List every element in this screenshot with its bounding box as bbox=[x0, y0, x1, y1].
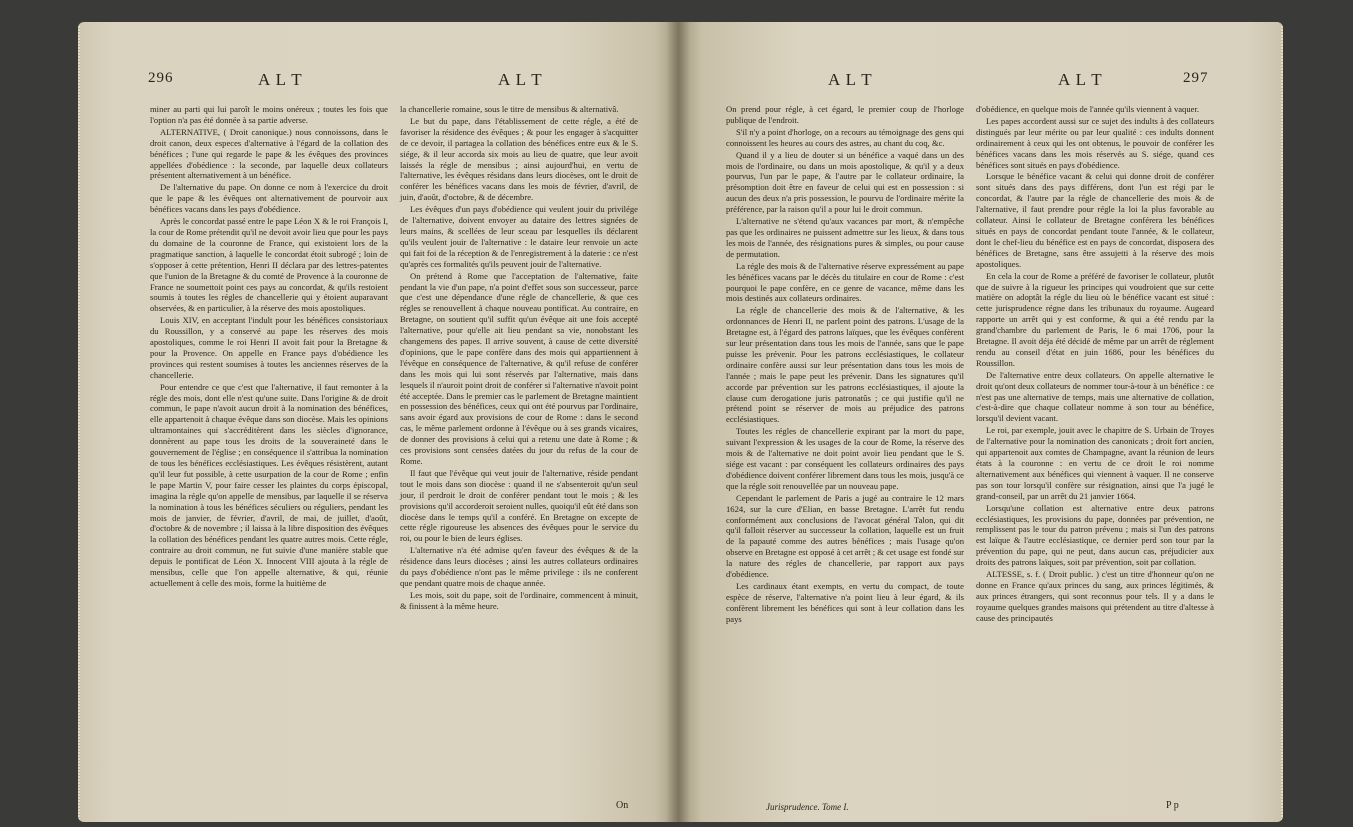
book-spread bbox=[78, 22, 1283, 822]
paragraph: On prétend à Rome que l'acceptation de l'alternative, faite pendant la vie d'un pape, n'a point d'effet sous son successeur, parce que c'est une dépendance d'une régle de chancellerie, & que ces régles se renouvellent à chaque nouveau pontificat. Au contraire, en Bretagne, on soutient qu'il suffit qu'un évêque ait une fois accepté l'alternative, pour qu'elle ait lieu pendant sa vie, nonobstant les changemens des papes. Il arrive souvent, à cause de cette diversité d'opinions, que le pape confère dans des mois qui appartiennent à l'évêque en conséquence de l'alternative, & qu'il refuse de conférer dans les mois qui lui sont réservés par l'alternative, mais dans lesquels il n'auroit point droit de conférer si l'alternative n'avoit point été acceptée. Dans le premier cas le parlement de Bretagne maintient en possession des bénéfices, ceux qui ont été pourvus par l'ordinaire, sans avoir égard aux provisions de cour de Rome : dans le second cas, le même parlement ordonne à l'évêque ou à ses grands vicaires, de donner des provisions à celui qui a retenu une date à Rome ; & ces provisions sont censées datées du jour du refus de la cour de Rome. bbox=[400, 270, 638, 466]
running-head-left: A L T bbox=[828, 70, 873, 89]
paragraph: S'il n'y a point d'horloge, on a recours au témoignage des gens qui connoissent les heures au cours des astres, au chant du coq, &c. bbox=[726, 126, 964, 148]
left-page-column-1 bbox=[150, 104, 388, 590]
signature-mark: P p bbox=[1166, 800, 1179, 811]
paragraph: Cependant le parlement de Paris a jugé au contraire le 12 mars 1624, sur la cure d'Elian, en basse Bretagne. L'arrêt fut rendu conformément aux conclusions de l'avocat général Talon, qui dit qu'il falloit réserver au successeur la collation, laquelle est un fruit de la papauté comme des autres bénéfices ; mais l'usage qu'on observe en Bretagne est opposé à cet arrêt ; & cet usage est fondé sur la nature des régles de chancellerie, par rapport aux pays d'obédience. bbox=[726, 492, 964, 580]
paragraph: Après le concordat passé entre le pape Léon X & le roi François I, la cour de Rome prétendit qu'il ne devoit avoir lieu que pour les pays du domaine de la couronne de France, qui existoient lors de la pragmatique sanction, à laquelle le concordat étoit subrogé ; loin de s'opposer à cette prétention, Henri II déclara par des lettres-patentes que l'union de la Bretagne & du comté de Provence à la couronne de France ne soumettoit point ces pays au concordat, & qu'ils restoient soumis à toutes les régles de chancellerie qui y étoient auparavant observées, & en particulier, à la réserve des mois apostoliques. bbox=[150, 216, 388, 314]
paragraph: miner au parti qui lui paroît le moins onéreux ; toutes les fois que l'option n'a pas été donnée à sa partie adverse. bbox=[150, 104, 388, 125]
paragraph: L'alternative ne s'étend qu'aux vacances par mort, & n'empêche pas que les ordinaires ne puissent admettre sur les lieux, & dans tous les mois de l'année, des résignations pures & simples, ou pour cause de permutation. bbox=[726, 216, 964, 259]
right-page-column-1 bbox=[726, 104, 964, 626]
paragraph: ALTERNATIVE, ( Droit canonique.) nous connoissons, dans le droit canon, deux especes d'alternative à l'égard de la collation des bénéfices ; l'une qui regarde le pape & les évêques des provinces appellées d'obédience : la seconde, par laquelle deux collateurs présentent alternativement à un bénéfice. bbox=[150, 126, 388, 181]
paragraph: L'alternative n'a été admise qu'en faveur des évêques & de la résidence dans leurs diocèses ; ainsi les autres collateurs ordinaires du pays d'obédience n'ont pas le même privilege : ils ne conferent que pendant quatre mois de chaque année. bbox=[400, 545, 638, 588]
left-page bbox=[78, 22, 678, 822]
right-page bbox=[678, 22, 1283, 822]
paragraph: Le roi, par exemple, jouit avec le chapitre de S. Urbain de Troyes de l'alternative pour la nomination des canonicats ; droit fort ancien, qui appartenoit aux comtes de Champagne, avant la réunion de leurs états à la couronne : en vertu de ce droit le roi nomme alternativement aux bénéfices qui viennent à vaquer. Il ne conserve pas son tour lorsqu'il confère sur résignation, ainsi que l'a jugé le grand-conseil, par un arrêt du 21 janvier 1664. bbox=[976, 425, 1214, 501]
paragraph: Les cardinaux étant exempts, en vertu du compact, de toute espèce de réserve, l'alternative n'a point lieu à leur égard, & ils confèrent librement les bénéfices qui sont à leur collation dans les pays bbox=[726, 580, 964, 624]
paragraph: Toutes les régles de chancellerie expirant par la mort du pape, suivant l'expression & les usages de la cour de Rome, la réserve des mois & de l'alternative ne doit point avoir lieu pendant que le S. siége est vacant : par conséquent les collateurs ordinaires des pays d'obédience doivent conférer librement dans tous les mois, jusqu'à ce que la régle soit renouvellée par un nouveau pape. bbox=[726, 426, 964, 491]
paragraph: Lorsque le bénéfice vacant & celui qui donne droit de conférer sont situés dans des pays différens, dont l'un est régi par le concordat, & l'autre par la régle de chancellerie des mois & de l'alternative, il faut prendre pour régle la loi la plus favorable au collateur. Ainsi le collateur de Bretagne conférera les bénéfices situés en pays de concordat pendant toute l'année, & le collateur, dont le chef-lieu du bénéfice est en pays de concordat, disposera des bénéfices de Bretagne, sans être assujetti à la réserve des mois apostoliques. bbox=[976, 171, 1214, 269]
paragraph: Le but du pape, dans l'établissement de cette régle, a été de favoriser la résidence des évêques ; & pour les engager à s'acquitter de ce devoir, il partagea la collation des bénéfices entre eux & le S. siége, & il leur accorda six mois au lieu de quatre, que leur avoit laissés la régle de mensibus ; ainsi aujourd'hui, en vertu de l'alternative, les évêques résidans dans leurs diocèses, ont le droit de conférer les bénéfices vacans dans les mois de février, d'avril, de juin, d'août, d'octobre, & de décembre. bbox=[400, 115, 638, 203]
paragraph: la chancellerie romaine, sous le titre de mensibus & alternativâ. bbox=[400, 104, 619, 114]
paragraph: Les papes accordent aussi sur ce sujet des indults à des collateurs distingués par leur mérite ou par leur qualité : ces indults donnent ordinairement à ceux qui les ont obtenus, le pouvoir de conférer les bénéfices vacans dans les mois réservés au S. siége, quand ces bénéfices sont situés en pays d'obédience. bbox=[976, 115, 1214, 170]
paragraph: Lorsqu'une collation est alternative entre deux patrons ecclésiastiques, les provisions du pape, données par prévention, ne remplissent pas le tour du patron prévenu ; mais si l'un des patrons est laïque & l'autre ecclésiastique, ce dernier perd son tour par la prévention du pape, qui ne peut, dans aucun cas, préjudicier aux droits des patrons laïques, soit par prévention, soit par collation. bbox=[976, 502, 1214, 568]
paragraph: La régle de chancellerie des mois & de l'alternative, & les ordonnances de Henri II, ne parlent point des patrons. L'usage de la Bretagne est, à l'égard des patrons laïques, que les évêques confèrent sur leur présentation dans tous les mois de l'année, sans que le pape puisse les prévenir. Pour les patrons ecclésiastiques, le collateur ordinaire confère aussi sur leur présentation dans tous les mois de l'année ; mais le pape peut les prévenir. Dans les signatures qu'il accorde par prévention sur les patrons ecclésiastiques, il ajoute la clause cum derogatione juris patronatûs ; ce qui justifie qu'il ne prétend point se réserver de mois au préjudice des patrons ecclésiastiques. bbox=[726, 305, 964, 425]
footer-volume: Jurisprudence. Tome I. bbox=[766, 802, 849, 812]
paragraph: d'obédience, en quelque mois de l'année qu'ils viennent à vaquer. bbox=[976, 104, 1199, 114]
page-number: 296 bbox=[148, 70, 174, 86]
paragraph: De l'alternative du pape. On donne ce nom à l'exercice du droit que le pape & les évêques ont alternativement de pourvoir aux bénéfices vacans dans les pays d'obédience. bbox=[150, 182, 388, 215]
page-edge bbox=[1281, 26, 1283, 822]
page-edge bbox=[78, 26, 80, 822]
paragraph: Il faut que l'évêque qui veut jouir de l'alternative, réside pendant tout le mois dans son diocèse : quand il ne s'absenteroit qu'un seul jour, il perdroit le droit de conférer pendant tout le mois ; & les provisions qu'il accorderoit seroient nulles, quoiqu'il eût été dans son diocèse dans le temps qu'il a conféré. En Bretagne on excepte de cette régle rigoureuse les absences des évêques pour le service du roi, ou pour le bien de leurs églises. bbox=[400, 467, 638, 544]
paragraph: Quand il y a lieu de douter si un bénéfice a vaqué dans un des mois de l'ordinaire, ou dans un mois apostolique, & qu'il y a deux pourvus, l'un par le pape, & l'autre par le collateur ordinaire, la présomption doit être en faveur de celui qui est en possession : si aucun des deux n'a pris possession, le pourvu de l'ordinaire mérite la préférence, par la raison qu'il a pour lui le droit commun. bbox=[726, 149, 964, 215]
paragraph: Les mois, soit du pape, soit de l'ordinaire, commencent à minuit, & finissent à la même heure. bbox=[400, 589, 638, 611]
book-gutter bbox=[666, 22, 690, 822]
right-page-column-2 bbox=[976, 104, 1214, 625]
paragraph: Pour entendre ce que c'est que l'alternative, il faut remonter à la régle des mois, dont elle n'est qu'une suite. Dans l'origine & de droit commun, le pape n'avoit aucun droit à la nomination des bénéfices, elle appartenoit à chaque évêque dans son diocèse. Mais les opinions ultramontaines qui s'accréditèrent dans les siècles d'ignorance, donnèrent au pape tous les droits de la souveraineté dans le gouvernement de l'église ; en conséquence il s'attribua la nomination de tous les bénéfices ecclésiastiques. Les évêques résistèrent, autant qu'il leur fut possible, à cette usurpation de la cour de Rome ; enfin le pape Martin V, pour faire cesser les plaintes du corps épiscopal, imagina la régle qu'on appelle de mensibus, par laquelle il se réserva la nomination à tous les bénéfices séculiers ou réguliers, pendant les mois de janvier, de février, d'avril, de mai, de juillet, d'août, d'octobre & de novembre ; il laissa à la libre disposition des évêques la collation des bénéfices pendant les quatre autres mois. Cette régle, contraire au droit commun, ne fut suivie d'une manière stable que depuis le pontificat de Léon X. Innocent VIII ajouta à la régle de mensibus, celle que l'on appelle alternative, & qui, réunie actuellement à celle des mois, forme la huitième de bbox=[150, 381, 388, 588]
paragraph: Louis XIV, en acceptant l'indult pour les bénéfices consistoriaux du Roussillon, y a conservé au pape les réserves des mois apostoliques, comme le roi Henri II avoit fait pour la Bretagne & pour la Provence. On appelle en France pays d'obédience les provinces qui restent soumises à toutes les anciennes réserves de la chancellerie. bbox=[150, 315, 388, 380]
running-head-right: A L T bbox=[498, 70, 543, 89]
paragraph: De l'alternative entre deux collateurs. On appelle alternative le droit qu'ont deux collateurs de nommer tour-à-tour à un bénéfice : ce n'est pas une alternative de temps, mais une alternative de collation, c'est-à-dire que chaque collateur nomme à son tour au bénéfice, lorsqu'il devient vacant. bbox=[976, 369, 1214, 424]
paragraph: En cela la cour de Rome a préféré de favoriser le collateur, plutôt que de suivre à la rigueur les principes qui voudroient que sur cette matière on adoptât la régle du lieu où le bénéfice vacant est situé : cette jurisprudence régne dans les tribunaux du royaume. Augeard rapporte un arrêt qui y est conforme, & qui a été rendu par la grand'chambre du parlement de Paris, le 6 mai 1706, pour la Bretagne. Il avoit déja été décidé de même par un arrêt de réglement rendu au conseil d'état en juin 1686, pour les bénéfices du Roussillon. bbox=[976, 270, 1214, 368]
running-head-left: A L T bbox=[258, 70, 303, 89]
running-head-right: A L T bbox=[1058, 70, 1103, 89]
page-number: 297 bbox=[1183, 70, 1209, 86]
paragraph: ALTESSE, s. f. ( Droit public. ) c'est un titre d'honneur qu'on ne donne en France qu'aux princes du sang, aux princes légitimés, & aux princes étrangers, qui sont reconnus pour tels. Il y a dans le royaume quelques grandes maisons qui prétendent au titre d'altesse à cause des principautés bbox=[976, 569, 1214, 623]
paragraph: Les évêques d'un pays d'obédience qui veulent jouir du privilége de l'alternative, doivent envoyer au dataire des lettres signées de leurs mains, & scellées de leur sceau par lesquelles ils déclarent qu'ils veulent jouir de l'alternative : le dataire leur renvoie un acte qui fait foi de la réception & de l'enregistrement à la daterie : ce n'est qu'après ces formalités qu'ils peuvent jouir de l'alternative. bbox=[400, 204, 638, 269]
catchword: On bbox=[616, 800, 629, 811]
paragraph: La régle des mois & de l'alternative réserve expressément au pape les bénéfices vacans par le décès du titulaire en cour de Rome : c'est pourquoi le pape confère, en ce genre de vacance, même dans les mois destinés aux collateurs ordinaires. bbox=[726, 260, 964, 304]
left-page-column-2 bbox=[400, 104, 638, 613]
paragraph: On prend pour régle, à cet égard, le premier coup de l'horloge publique de l'endroit. bbox=[726, 104, 964, 125]
